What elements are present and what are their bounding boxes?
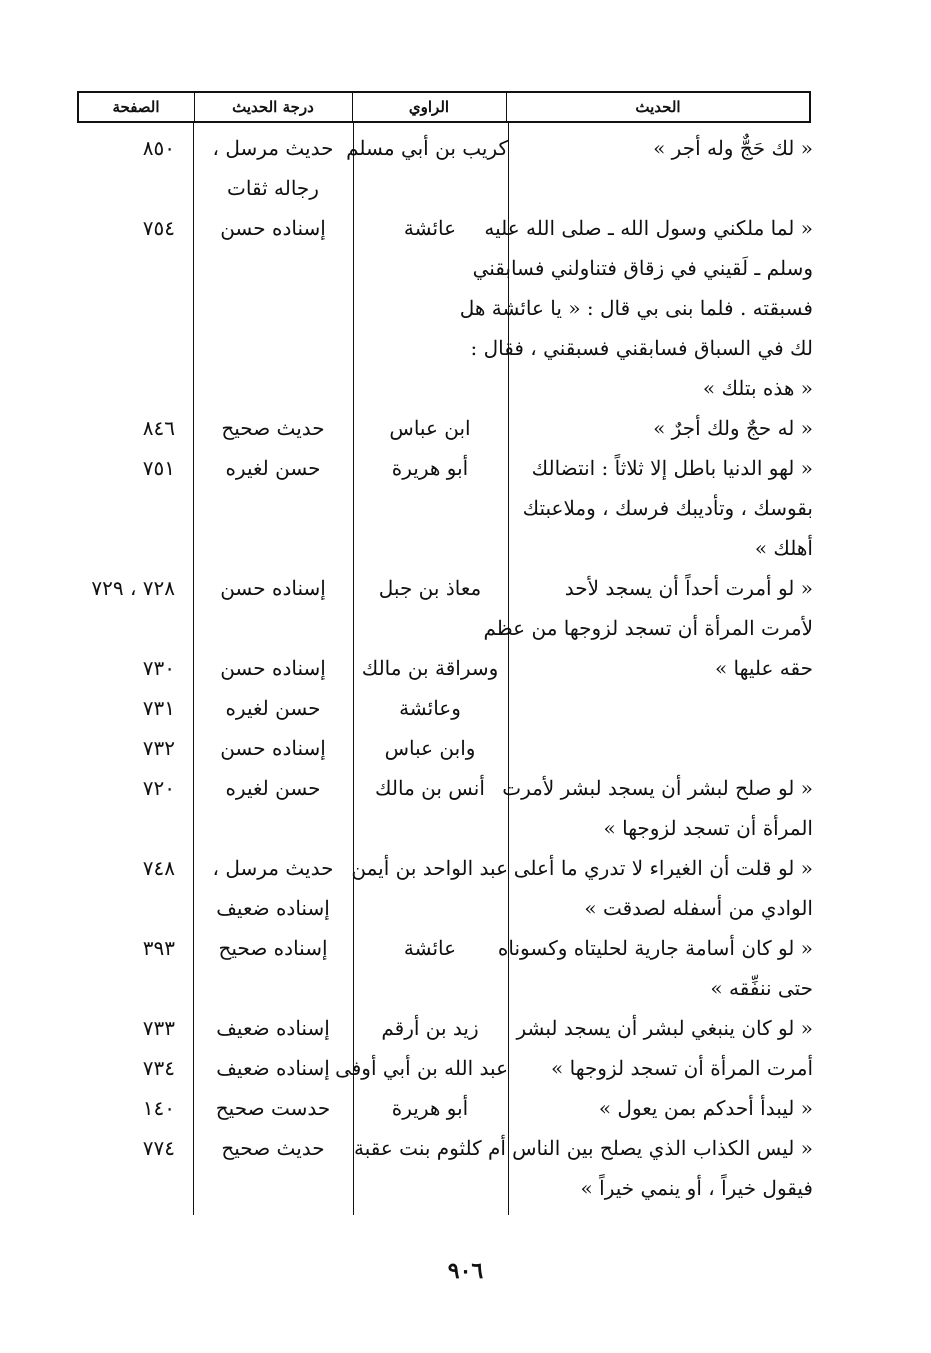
hadith-grade: حسن لغيره bbox=[225, 696, 321, 720]
hadith-text: « ليبدأ أحدكم بمن يعول » bbox=[598, 1096, 813, 1120]
table-header bbox=[77, 91, 811, 123]
hadith-text: « لما ملكني وسول الله ـ صلى الله عليه bbox=[484, 216, 813, 240]
hadith-grade: إسناده صحيح bbox=[218, 936, 328, 960]
rawi-name: أبو هريرة bbox=[391, 1096, 469, 1120]
rawi-name: زيد بن أرقم bbox=[381, 1016, 479, 1040]
header-hadith: الحديث bbox=[635, 98, 681, 116]
rawi-name: عائشة bbox=[403, 936, 457, 960]
header-page: الصفحة bbox=[112, 98, 160, 116]
rawi-name: وابن عباس bbox=[384, 736, 476, 760]
table-row bbox=[0, 688, 931, 728]
table-row bbox=[0, 408, 931, 448]
hadith-grade: حديث صحيح bbox=[221, 416, 325, 440]
page-ref: ٧٣٤ bbox=[142, 1056, 175, 1080]
page-ref: ٧٢٠ bbox=[142, 776, 175, 800]
hadith-grade: حدست صحيح bbox=[215, 1096, 331, 1120]
table-row bbox=[0, 1008, 931, 1048]
hadith-grade: إسناده ضعيف bbox=[216, 1056, 330, 1080]
page-ref: ٧٣٣ bbox=[142, 1016, 175, 1040]
hadith-text: وسلم ـ لَقيني في زقاق فتناولني فسابقني bbox=[472, 256, 813, 280]
hadith-text: « لو صلح لبشر أن يسجد لبشر لأمرت bbox=[502, 776, 813, 800]
hadith-grade: حسن لغيره bbox=[225, 456, 321, 480]
hadith-text: « له حجٌ ولك أجرٌ » bbox=[653, 416, 813, 440]
hadith-grade: إسناده ضعيف bbox=[216, 1016, 330, 1040]
hadith-text: فيقول خيراً ، أو ينمي خيراً » bbox=[580, 1176, 813, 1200]
rawi-name: كريب بن أبي مسلم bbox=[346, 136, 508, 160]
page-ref: ٣٩٣ bbox=[142, 936, 175, 960]
hadith-text: أمرت المرأة أن تسجد لزوجها » bbox=[551, 1056, 813, 1080]
page-ref: ٧٧٤ bbox=[142, 1136, 175, 1160]
hadith-text: « لو كان ينبغي لبشر أن يسجد لبشر bbox=[516, 1016, 813, 1040]
rawi-name: معاذ بن جبل bbox=[378, 576, 482, 600]
rawi-name: أنس بن مالك bbox=[375, 776, 485, 800]
rawi-name: وسراقة بن مالك bbox=[361, 656, 499, 680]
rawi-name: ابن عباس bbox=[389, 416, 471, 440]
page-ref: ٧٤٨ bbox=[142, 856, 175, 880]
table-row bbox=[0, 728, 931, 768]
header-rawi: الراوي bbox=[408, 98, 450, 116]
table-row bbox=[0, 768, 931, 848]
page-ref: ٧٥٤ bbox=[142, 216, 175, 240]
table-row bbox=[0, 128, 931, 208]
page-ref: ٨٥٠ bbox=[142, 136, 175, 160]
header-divider bbox=[506, 93, 507, 121]
hadith-text: « لو أمرت أحداً أن يسجد لأحد bbox=[564, 576, 813, 600]
hadith-text: بقوسك ، وتأديبك فرسك ، وملاعبتك bbox=[522, 496, 813, 520]
header-divider bbox=[194, 93, 195, 121]
rawi-name: عبد الواحد بن أيمن bbox=[351, 856, 508, 880]
hadith-grade: حديث صحيح bbox=[221, 1136, 325, 1160]
hadith-text: « ليس الكذاب الذي يصلح بين الناس bbox=[512, 1136, 813, 1160]
hadith-text: الوادي من أسفله لصدقت » bbox=[584, 896, 813, 920]
hadith-text: حتى ننفِّقه » bbox=[710, 976, 813, 1000]
table-row bbox=[0, 648, 931, 688]
table-row bbox=[0, 448, 931, 568]
table-row bbox=[0, 848, 931, 928]
hadith-grade: إسناده حسن bbox=[220, 736, 326, 760]
hadith-text: لأمرت المرأة أن تسجد لزوجها من عظم bbox=[483, 616, 813, 640]
hadith-grade: إسناده ضعيف bbox=[216, 896, 330, 920]
hadith-text: « هذه بتلك » bbox=[702, 376, 813, 400]
rawi-name: وعائشة bbox=[399, 696, 461, 720]
hadith-grade: رجاله ثقات bbox=[227, 176, 319, 200]
rawi-name: أم كلثوم بنت عقبة bbox=[354, 1136, 506, 1160]
page-ref: ١٤٠ bbox=[142, 1096, 175, 1120]
rawi-name: عائشة bbox=[403, 216, 457, 240]
hadith-text: أهلك » bbox=[754, 536, 813, 560]
hadith-text: « لو قلت أن الغيراء لا تدري ما أعلى bbox=[513, 856, 813, 880]
header-daraja: درجة الحديث bbox=[232, 98, 314, 116]
table-row bbox=[0, 568, 931, 648]
page-ref: ٧٥١ bbox=[142, 456, 175, 480]
page-ref: ٧٢٨ ، ٧٢٩ bbox=[91, 576, 175, 600]
table-row bbox=[0, 1088, 931, 1128]
hadith-text: المرأة أن تسجد لزوجها » bbox=[603, 816, 813, 840]
header-divider bbox=[352, 93, 353, 121]
page-number: ٩٠٦ bbox=[447, 1258, 484, 1284]
table-row bbox=[0, 208, 931, 408]
hadith-grade: حديث مرسل ، bbox=[212, 856, 334, 880]
page-ref: ٧٣١ bbox=[142, 696, 175, 720]
rawi-name: عبد الله بن أبي أوفى bbox=[335, 1056, 508, 1080]
page-ref: ٧٣٠ bbox=[142, 656, 175, 680]
hadith-text: « لو كان أسامة جارية لحليتاه وكسوناه bbox=[497, 936, 813, 960]
hadith-grade: إسناده حسن bbox=[220, 216, 326, 240]
rawi-name: أبو هريرة bbox=[391, 456, 469, 480]
hadith-text: حقه عليها » bbox=[714, 656, 813, 680]
hadith-grade: حسن لغيره bbox=[225, 776, 321, 800]
page-ref: ٧٣٢ bbox=[142, 736, 175, 760]
page-ref: ٨٤٦ bbox=[142, 416, 175, 440]
hadith-text: « لهو الدنيا باطل إلا ثلاثاً : انتضالك bbox=[531, 456, 813, 480]
hadith-text: لك في السباق فسابقني فسبقني ، فقال : bbox=[470, 336, 813, 360]
table-row bbox=[0, 1048, 931, 1088]
hadith-text: فسبقته . فلما بنى بي قال : « يا عائشة هل bbox=[459, 296, 813, 320]
table-row bbox=[0, 1128, 931, 1208]
table-row bbox=[0, 928, 931, 1008]
hadith-text: « لك حَجٌّ وله أجر » bbox=[653, 136, 813, 160]
hadith-grade: حديث مرسل ، bbox=[212, 136, 334, 160]
hadith-grade: إسناده حسن bbox=[220, 656, 326, 680]
hadith-grade: إسناده حسن bbox=[220, 576, 326, 600]
